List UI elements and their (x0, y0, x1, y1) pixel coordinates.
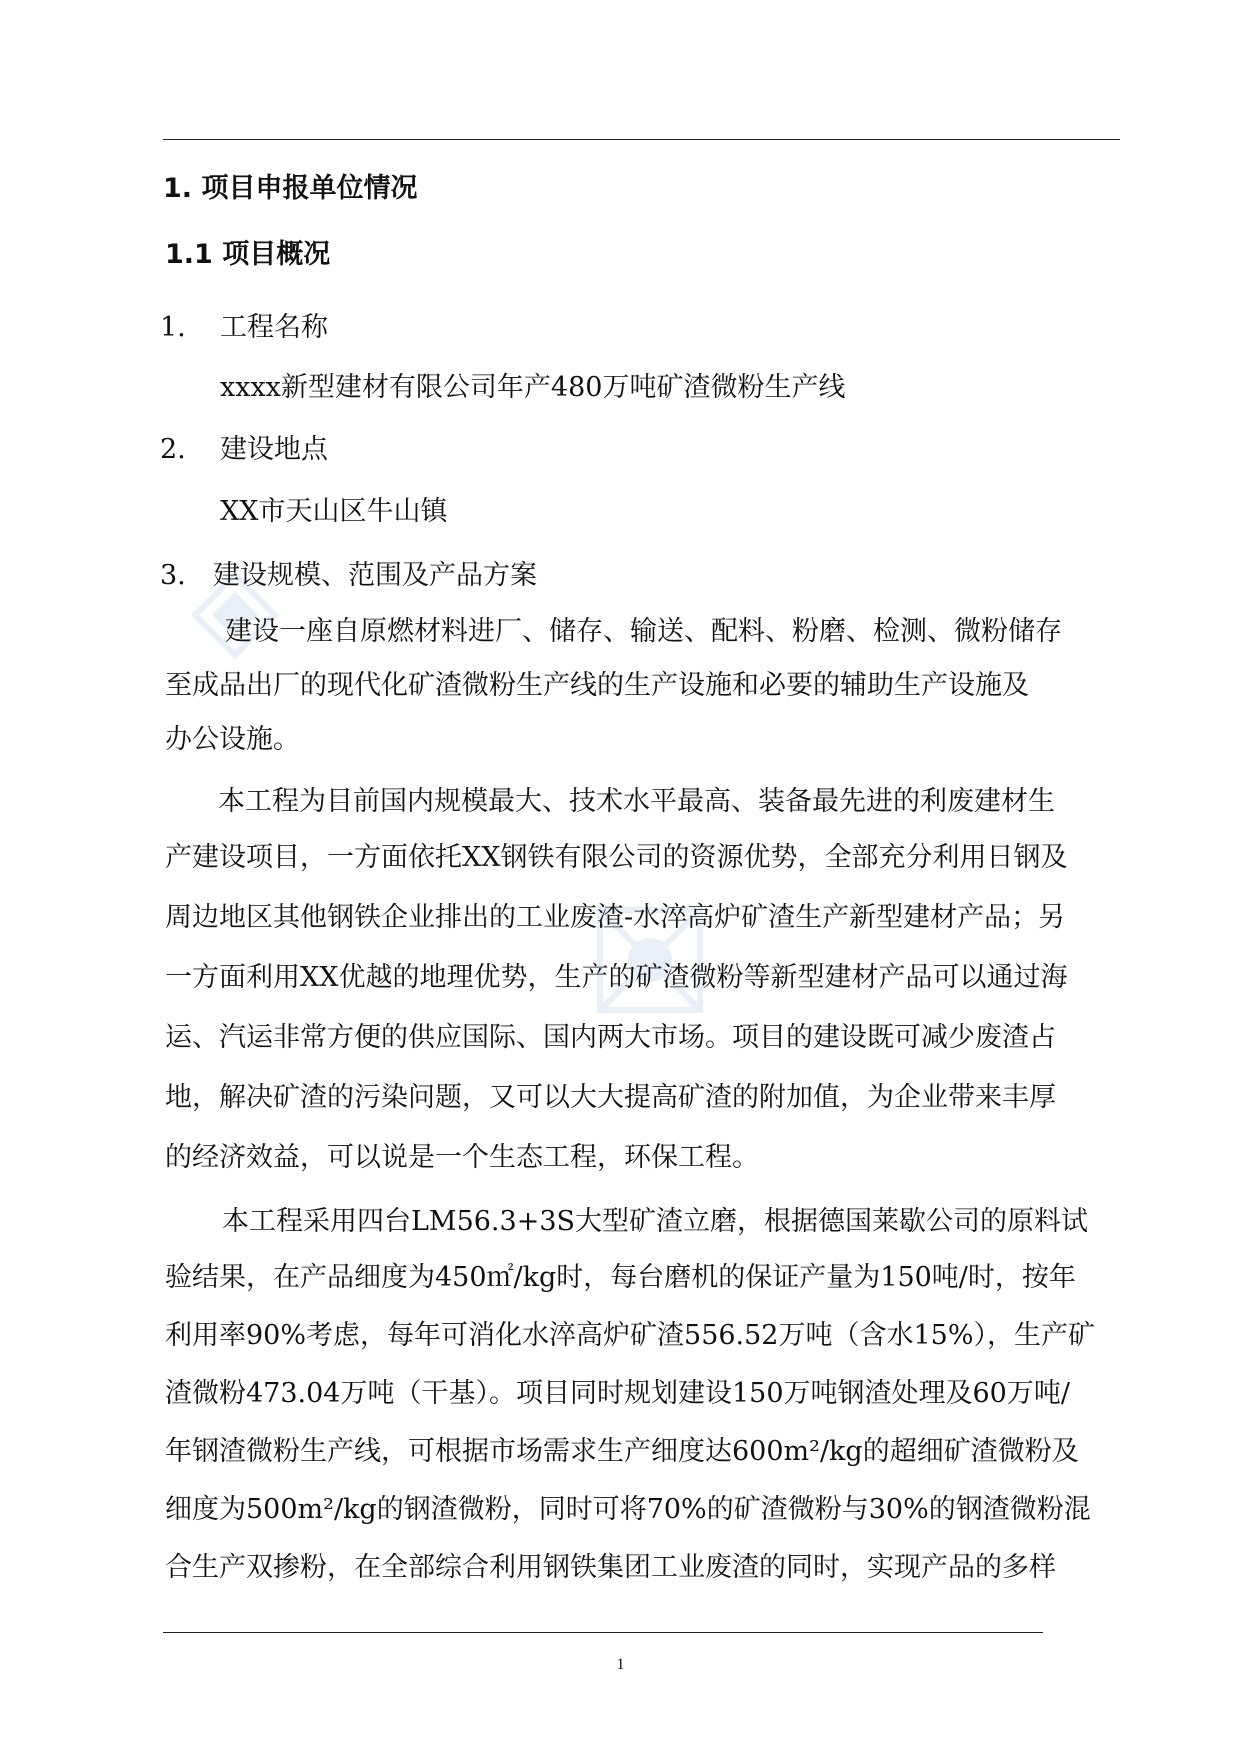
paragraph-line: 本工程采用四台LM56.3+3S大型矿渣立磨，根据德国莱歇公司的原料试 (222, 1206, 1088, 1237)
paragraph-line: 一方面利用XX优越的地理优势，生产的矿渣微粉等新型建材产品可以通过海 (165, 962, 1068, 993)
paragraph-line: 运、汽运非常方便的供应国际、国内两大市场。项目的建设既可减少废渣占 (165, 1022, 1056, 1053)
paragraph-line: 建设一座自原燃材料进厂、储存、输送、配料、粉磨、检测、微粉储存 (225, 616, 1062, 647)
paragraph-line: 验结果，在产品细度为450㎡/kg时，每台磨机的保证产量为150吨/时，按年 (165, 1262, 1076, 1293)
section-heading: 1. 项目申报单位情况 (163, 173, 418, 204)
paragraph-line: 地，解决矿渣的污染问题，又可以大大提高矿渣的附加值，为企业带来丰厚 (165, 1082, 1056, 1113)
item-label-project-name: 工程名称 (220, 312, 328, 343)
paragraph-line: 周边地区其他钢铁企业排出的工业废渣-水淬高炉矿渣生产新型建材产品；另 (165, 902, 1066, 933)
item-number: 3. (160, 560, 186, 591)
paragraph-line: 年钢渣微粉生产线，可根据市场需求生产细度达600m²/kg的超细矿渣微粉及 (165, 1436, 1079, 1467)
item-label-location: 建设地点 (220, 434, 328, 465)
item-label-scale: 建设规模、范围及产品方案 (213, 560, 537, 591)
paragraph-line: 的经济效益，可以说是一个生态工程，环保工程。 (165, 1142, 759, 1173)
paragraph-line: 渣微粉473.04万吨（干基）。项目同时规划建设150万吨钢渣处理及60万吨/ (165, 1378, 1070, 1409)
paragraph-line: 利用率90%考虑，每年可消化水淬高炉矿渣556.52万吨（含水15%），生产矿 (165, 1320, 1095, 1351)
item-number: 1. (160, 312, 186, 343)
header-rule (163, 139, 1120, 140)
item-value-project-name: xxxx新型建材有限公司年产480万吨矿渣微粉生产线 (220, 372, 846, 403)
paragraph-line: 产建设项目，一方面依托XX钢铁有限公司的资源优势，全部充分利用日钢及 (165, 842, 1068, 873)
paragraph-line: 细度为500m²/kg的钢渣微粉，同时可将70%的矿渣微粉与30%的钢渣微粉混 (165, 1494, 1091, 1525)
item-value-location: XX市天山区牛山镇 (220, 496, 448, 527)
paragraph-line: 合生产双掺粉，在全部综合利用钢铁集团工业废渣的同时，实现产品的多样 (165, 1552, 1056, 1583)
paragraph-line: 办公设施。 (165, 724, 300, 755)
page-number: 1 (616, 1656, 625, 1673)
paragraph-line: 至成品出厂的现代化矿渣微粉生产线的生产设施和必要的辅助生产设施及 (165, 670, 1029, 701)
footer-rule (163, 1632, 1043, 1633)
paragraph-line: 本工程为目前国内规模最大、技术水平最高、装备最先进的利废建材生 (218, 786, 1055, 817)
item-number: 2. (160, 434, 186, 465)
subsection-heading: 1.1 项目概况 (165, 239, 331, 270)
